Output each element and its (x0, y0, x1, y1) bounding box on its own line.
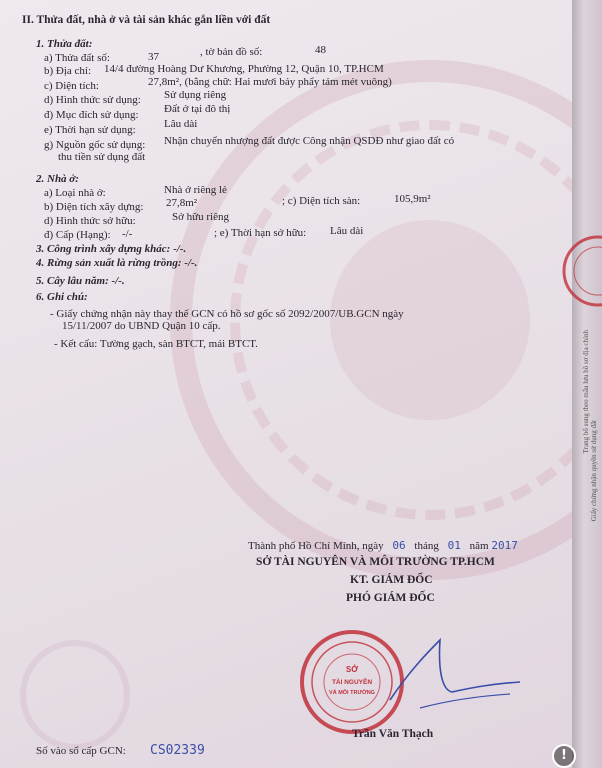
registry-number: CS02339 (150, 743, 205, 758)
note-line-2: 15/11/2007 do UBND Quận 10 cấp. (62, 320, 221, 332)
date-day: 06 (392, 539, 406, 552)
perennial-trees: 5. Cây lâu năm: -/-. (36, 275, 125, 287)
side-note-1: Trang bổ sung theo mẫu lưu hồ sơ địa chính (582, 330, 590, 454)
date-month-label: tháng (414, 540, 439, 552)
use-purpose-label: đ) Mục đích sử dụng: (44, 109, 139, 121)
grade-label: đ) Cấp (Hạng): (44, 229, 111, 241)
ownership-term-label: ; e) Thời hạn sở hữu: (214, 227, 307, 239)
svg-text:VÀ MÔI TRƯỜNG: VÀ MÔI TRƯỜNG (329, 690, 375, 696)
origin-value: Nhận chuyển nhượng đất được Công nhận QSDĐ như giao đất có (164, 135, 455, 147)
ownership-term-value: Lâu dài (330, 225, 364, 237)
build-area-value: 27,8m² (166, 197, 198, 209)
signer-name: Trần Văn Thạch (352, 728, 434, 740)
grade-value: -/- (122, 228, 133, 240)
handwritten-signature (380, 630, 530, 720)
house-type-value: Nhà ở riêng lẻ (164, 184, 227, 196)
area-value: 27,8m², (bằng chữ: Hai mươi bảy phẩy tám mét vuông) (148, 76, 392, 88)
parcel-number-value: 37 (148, 51, 159, 63)
use-form-label: d) Hình thức sử dụng: (44, 94, 141, 106)
registry-label: Số vào sổ cấp GCN: (36, 745, 126, 757)
use-term-label: e) Thời hạn sử dụng: (44, 124, 136, 136)
use-purpose-value: Đất ở tại đô thị (164, 103, 231, 115)
map-sheet-value: 48 (315, 44, 326, 56)
svg-text:SỞ: SỞ (345, 665, 359, 674)
edge-seal (560, 226, 602, 316)
use-form-value: Sử dụng riêng (164, 89, 227, 101)
house-heading: 2. Nhà ở: (36, 173, 79, 185)
area-label: c) Diện tích: (44, 80, 99, 92)
side-note-2: Giấy chứng nhận quyền sử dụng đất (590, 420, 598, 522)
place-date-prefix: Thành phố Hồ Chí Minh, ngày (248, 540, 384, 552)
ownership-label: d) Hình thức sở hữu: (44, 215, 136, 227)
floor-area-value: 105,9m² (394, 193, 431, 205)
floor-area-label: ; c) Diện tích sàn: (282, 195, 361, 207)
origin-value-cont: thu tiền sử dụng đất (58, 151, 146, 163)
notes-heading: 6. Ghi chú: (36, 291, 88, 303)
build-area-label: b) Diện tích xây dựng: (44, 201, 144, 213)
other-construction: 3. Công trình xây dựng khác: -/-. (36, 243, 187, 255)
date-month: 01 (447, 539, 461, 552)
ownership-value: Sở hữu riêng (172, 211, 229, 223)
section-title: II. Thửa đất, nhà ở và tài sản khác gắn liền với đất (22, 14, 271, 26)
parcel-number-label: a) Thửa đất số: (44, 52, 110, 64)
svg-text:TÀI NGUYÊN: TÀI NGUYÊN (331, 679, 373, 686)
for-director: KT. GIÁM ĐỐC (350, 574, 433, 586)
department-name: SỞ TÀI NGUYÊN VÀ MÔI TRƯỜNG TP.HCM (256, 556, 495, 568)
address-value: 14/4 đường Hoàng Dư Khương, Phường 12, Quận 10, TP.HCM (104, 63, 384, 75)
address-label: b) Địa chỉ: (44, 65, 92, 77)
note-line-3: - Kết cấu: Tường gạch, sàn BTCT, mái BTCT. (54, 338, 258, 350)
planted-forest: 4. Rừng sản xuất là rừng trồng: -/-. (36, 257, 198, 269)
date-year: 2017 (491, 539, 518, 552)
date-year-label: năm (469, 540, 489, 552)
info-icon[interactable]: ! (552, 744, 576, 768)
use-term-value: Lâu dài (164, 118, 198, 130)
place-date (248, 539, 518, 553)
map-sheet-label: , tờ bản đồ số: (200, 46, 263, 58)
watermark-small-emblem (20, 640, 130, 750)
deputy-director: PHÓ GIÁM ĐỐC (346, 592, 435, 604)
origin-label: g) Nguồn gốc sử dụng: (44, 139, 146, 151)
note-line-1: - Giấy chứng nhận này thay thế GCN có hồ sơ gốc số 2092/2007/UB.GCN ngày (50, 308, 404, 320)
house-type-label: a) Loại nhà ở: (44, 187, 106, 199)
land-heading: 1. Thửa đất: (36, 38, 93, 50)
